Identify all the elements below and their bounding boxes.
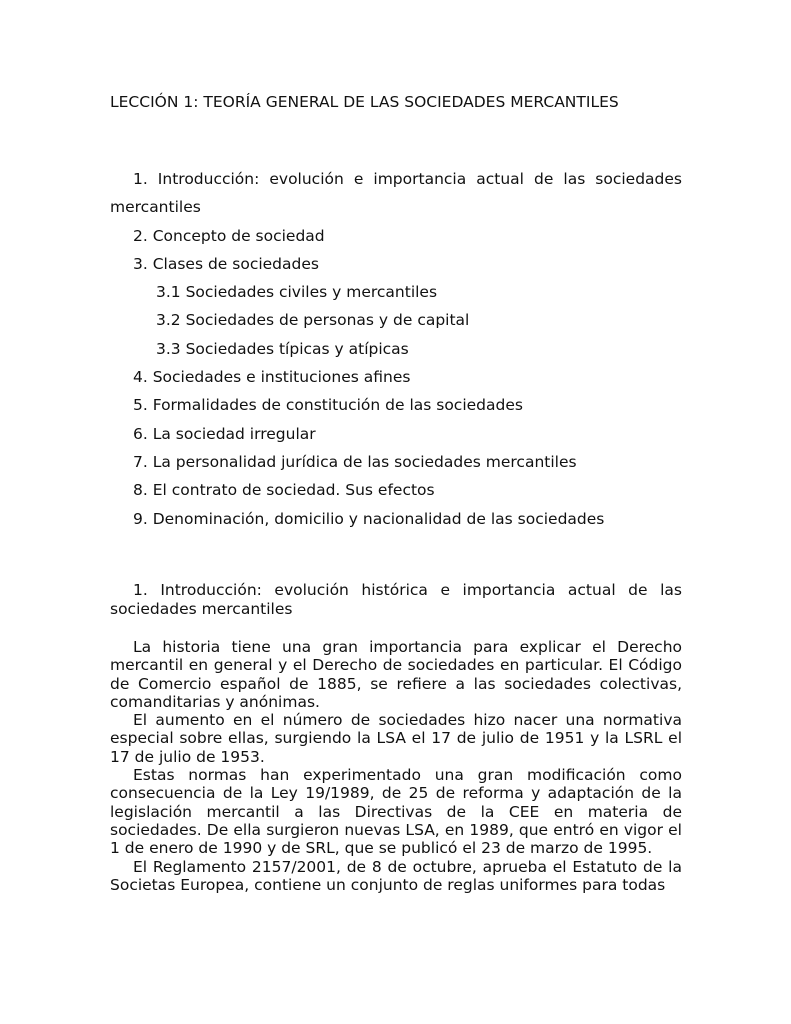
toc-item-8: 8. El contrato de sociedad. Sus efectos [133, 481, 435, 500]
toc-item-3-1: 3.1 Sociedades civiles y mercantiles [156, 283, 438, 302]
toc-item-2: 2. Concepto de sociedad [133, 226, 325, 245]
toc-item-6: 6. La sociedad irregular [133, 424, 316, 443]
section-body [110, 638, 682, 894]
toc-item-3: 3. Clases de sociedades [133, 254, 319, 273]
paragraph: El aumento en el número de sociedades hizo nacer una normativa especial sobre ellas, surgiendo la LSA el 17 de julio de 1951 y la LSRL el 17 de julio de 1953. [110, 711, 682, 766]
toc-item-5: 5. Formalidades de constitución de las sociedades [133, 396, 523, 415]
toc-item-7: 7. La personalidad jurídica de las sociedades mercantiles [133, 452, 577, 471]
section-heading: 1. Introducción: evolución histórica e importancia actual de las sociedades mercantiles [110, 581, 682, 618]
document-page [110, 0, 682, 1024]
toc-item-3-2: 3.2 Sociedades de personas y de capital [156, 311, 470, 330]
page-title: LECCIÓN 1: TEORÍA GENERAL DE LAS SOCIEDADES MERCANTILES [110, 93, 619, 111]
paragraph: Estas normas han experimentado una gran modificación como consecuencia de la Ley 19/1989, de 25 de reforma y adaptación de la legislación mercantil a las Directivas de la CEE en materia de sociedades. De ella surgieron nuevas LSA, en 1989, que entró en vigor el 1 de enero de 1990 y de SRL, que se publicó el 23 de marzo de 1995. [110, 766, 682, 858]
toc-item-3-3: 3.3 Sociedades típicas y atípicas [156, 339, 409, 358]
toc-item-9: 9. Denominación, domicilio y nacionalidad de las sociedades [133, 509, 605, 528]
paragraph: La historia tiene una gran importancia para explicar el Derecho mercantil en general y el Derecho de sociedades en particular. El Código de Comercio español de 1885, se refiere a las sociedades colectivas, comanditarias y anónimas. [110, 638, 682, 711]
paragraph: El Reglamento 2157/2001, de 8 de octubre, aprueba el Estatuto de la Societas Europea, contiene un conjunto de reglas uniformes para todas [110, 857, 682, 894]
toc-item-1-continuation: mercantiles [110, 198, 201, 217]
toc-item-1: 1. Introducción: evolución e importancia actual de las sociedades [133, 170, 682, 188]
toc-item-4: 4. Sociedades e instituciones afines [133, 368, 411, 387]
table-of-contents [110, 165, 682, 533]
